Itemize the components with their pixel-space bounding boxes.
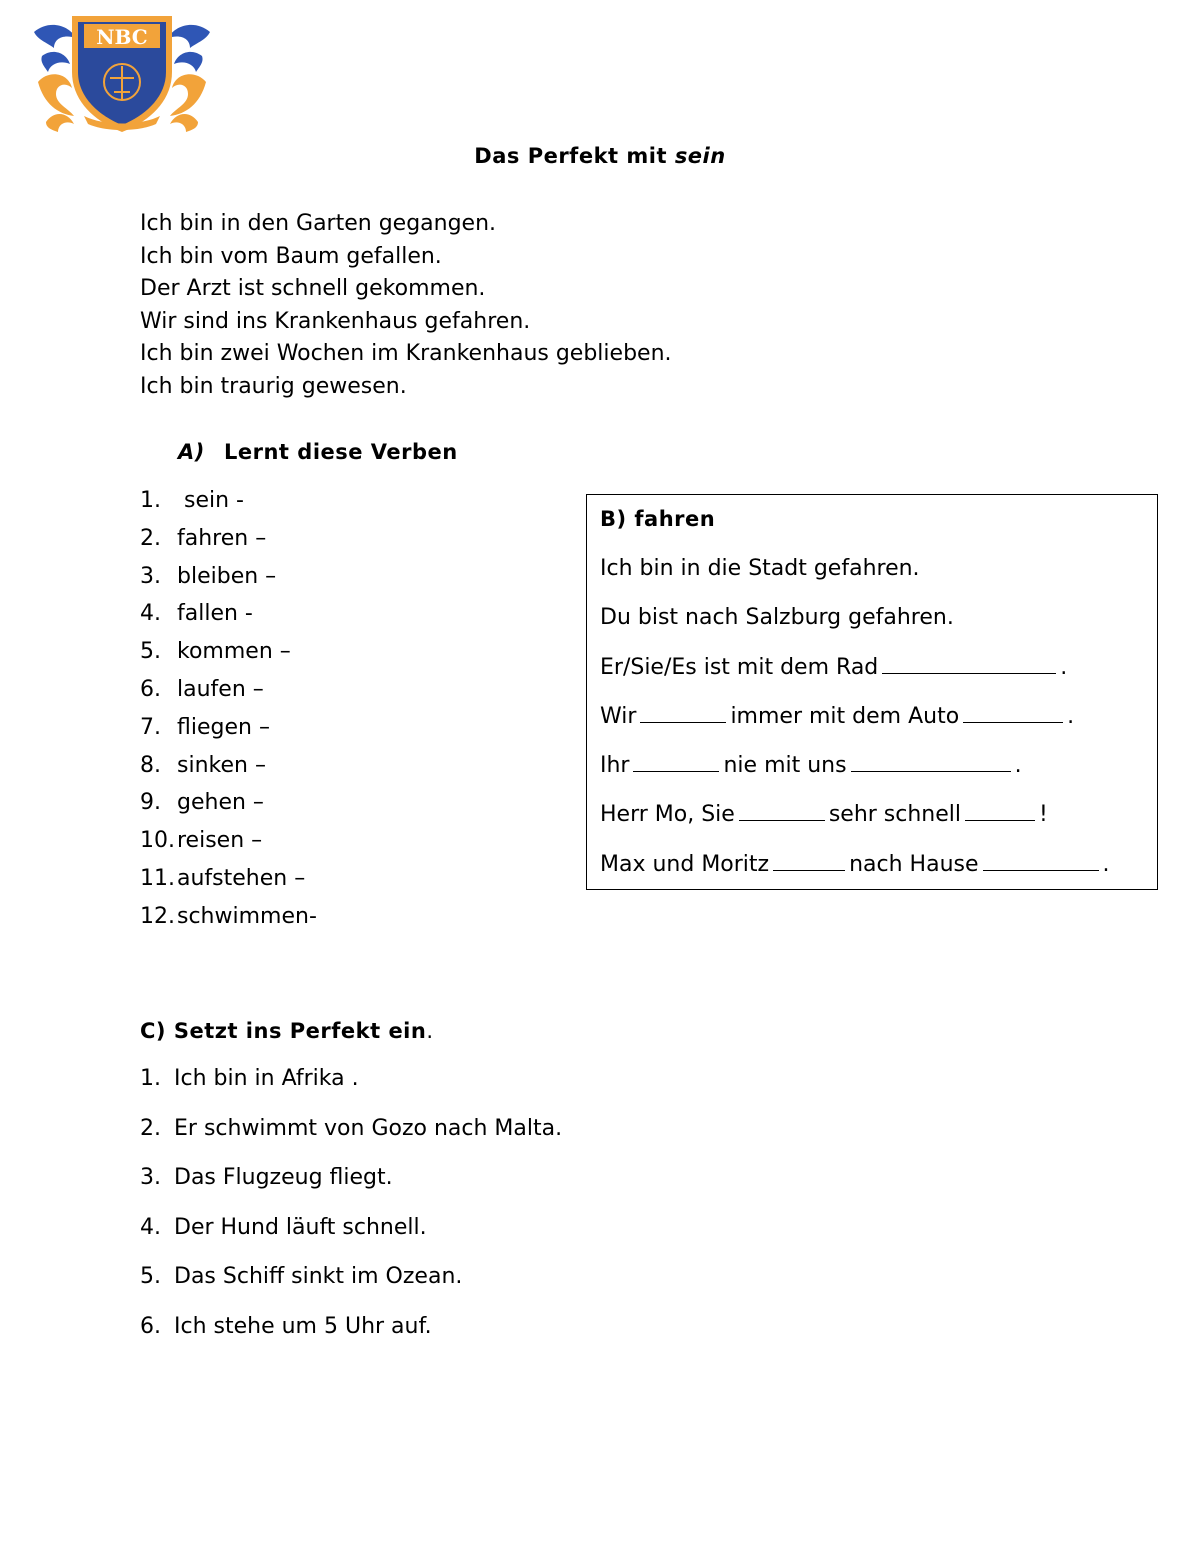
answer-blank[interactable] [983, 852, 1099, 871]
exercise-text: nie mit uns [723, 753, 847, 779]
answer-blank[interactable] [773, 852, 845, 871]
verb-item [140, 715, 317, 753]
section-a-letter: A) [178, 440, 205, 464]
task-number: 6. [140, 1313, 161, 1339]
exercise-text: nach Hause [849, 851, 979, 877]
title-main: Das Perfekt mit [474, 144, 675, 168]
task-text: Der Hund läuft schnell. [174, 1214, 427, 1240]
exercise-text: immer mit dem Auto [730, 703, 960, 729]
section-b-exercise [600, 655, 1157, 704]
verb-number: 8. [140, 752, 161, 778]
verb-item [140, 866, 317, 904]
verb-item [140, 677, 317, 715]
verb-item [140, 828, 317, 866]
crest-icon [28, 12, 216, 138]
verb-number: 10. [140, 828, 175, 854]
verb-item [140, 601, 317, 639]
answer-blank[interactable] [851, 753, 1011, 772]
answer-blank[interactable] [882, 655, 1056, 674]
verb-item [140, 753, 317, 791]
exercise-text: Er/Sie/Es ist mit dem Rad [600, 654, 879, 680]
verb-number: 12. [140, 903, 175, 929]
nbc-logo [28, 12, 216, 138]
verb-number: 4. [140, 601, 161, 627]
section-a-title: Lernt diese Verben [224, 440, 458, 464]
task-number: 3. [140, 1165, 161, 1190]
section-a-heading [178, 440, 458, 464]
verb-text: aufstehen – [177, 865, 306, 891]
task-text: Ich stehe um 5 Uhr auf. [174, 1313, 432, 1339]
title-emphasis: sein [674, 144, 726, 168]
task-item [140, 1116, 562, 1166]
task-item [140, 1314, 562, 1364]
answer-blank[interactable] [963, 704, 1063, 723]
verb-text: fallen - [177, 601, 253, 627]
exercise-text: Ihr [600, 753, 630, 779]
exercise-punct: . [1014, 753, 1022, 779]
task-text: Ich bin in Afrika . [174, 1066, 359, 1091]
exercise-text: sehr schnell [828, 802, 962, 828]
verb-number: 11. [140, 865, 175, 891]
verb-text: gehen – [177, 790, 264, 816]
task-number: 4. [140, 1214, 161, 1240]
verb-list [140, 488, 317, 942]
verb-number: 6. [140, 676, 161, 702]
verb-number: 5. [140, 639, 161, 665]
section-b-example: Ich bin in die Stadt gefahren. [600, 556, 920, 581]
task-text: Das Flugzeug fliegt. [174, 1165, 393, 1190]
exercise-text: Max und Moritz [600, 851, 770, 877]
task-text: Er schwimmt von Gozo nach Malta. [174, 1115, 563, 1141]
verb-item [140, 526, 317, 564]
section-b-heading: B) fahren [600, 507, 716, 531]
section-c-title: C) Setzt ins Perfekt ein [140, 1019, 427, 1043]
verb-number: 1. [140, 488, 161, 513]
verb-text: sinken – [177, 752, 266, 778]
intro-sentence: Ich bin traurig gewesen. [140, 373, 407, 399]
task-list [140, 1066, 562, 1363]
task-item [140, 1264, 562, 1314]
intro-sentences [140, 208, 672, 403]
exercise-text: Herr Mo, Sie [600, 802, 735, 828]
section-c-heading [140, 1019, 434, 1043]
verb-text: sein - [177, 488, 244, 513]
exercise-punct: ! [1039, 802, 1048, 828]
verb-item [140, 790, 317, 828]
task-number: 5. [140, 1264, 161, 1289]
section-b-exercise [600, 704, 1157, 753]
section-c-dot: . [426, 1019, 434, 1043]
verb-item [140, 564, 317, 602]
intro-sentence: Wir sind ins Krankenhaus gefahren. [140, 308, 531, 334]
intro-sentence: Der Arzt ist schnell gekommen. [140, 276, 486, 301]
page-title [0, 144, 1200, 168]
logo-text: NBC [96, 25, 148, 49]
answer-blank[interactable] [965, 802, 1035, 821]
intro-sentence: Ich bin zwei Wochen im Krankenhaus geblieben. [140, 341, 672, 366]
answer-blank[interactable] [633, 753, 719, 772]
verb-number: 3. [140, 563, 161, 589]
verb-item [140, 488, 317, 526]
verb-number: 7. [140, 714, 161, 740]
exercise-punct: . [1060, 654, 1068, 680]
task-item [140, 1215, 562, 1265]
verb-number: 2. [140, 525, 161, 551]
exercise-punct: . [1067, 703, 1075, 729]
verb-text: schwimmen- [177, 903, 317, 929]
verb-item [140, 639, 317, 677]
verb-text: reisen – [177, 828, 263, 854]
task-number: 1. [140, 1066, 161, 1091]
section-b-exercise [600, 802, 1157, 851]
verb-text: fliegen – [177, 714, 270, 740]
exercise-punct: . [1102, 851, 1110, 877]
verb-text: fahren – [177, 525, 267, 551]
answer-blank[interactable] [739, 802, 825, 821]
verb-number: 9. [140, 790, 161, 816]
verb-text: bleiben – [177, 563, 277, 589]
task-item [140, 1066, 562, 1116]
task-number: 2. [140, 1115, 161, 1141]
section-b-exercise [600, 852, 1157, 901]
verb-item [140, 904, 317, 942]
section-b-example: Du bist nach Salzburg gefahren. [600, 605, 954, 631]
answer-blank[interactable] [640, 704, 726, 723]
task-text: Das Schiff sinkt im Ozean. [174, 1264, 463, 1289]
intro-sentence: Ich bin in den Garten gegangen. [140, 211, 497, 236]
task-item [140, 1165, 562, 1215]
exercise-text: Wir [600, 703, 637, 729]
verb-text: kommen – [177, 639, 291, 665]
section-b-box [586, 494, 1158, 890]
verb-text: laufen – [177, 676, 264, 702]
section-b-exercise [600, 753, 1157, 802]
intro-sentence: Ich bin vom Baum gefallen. [140, 243, 442, 269]
